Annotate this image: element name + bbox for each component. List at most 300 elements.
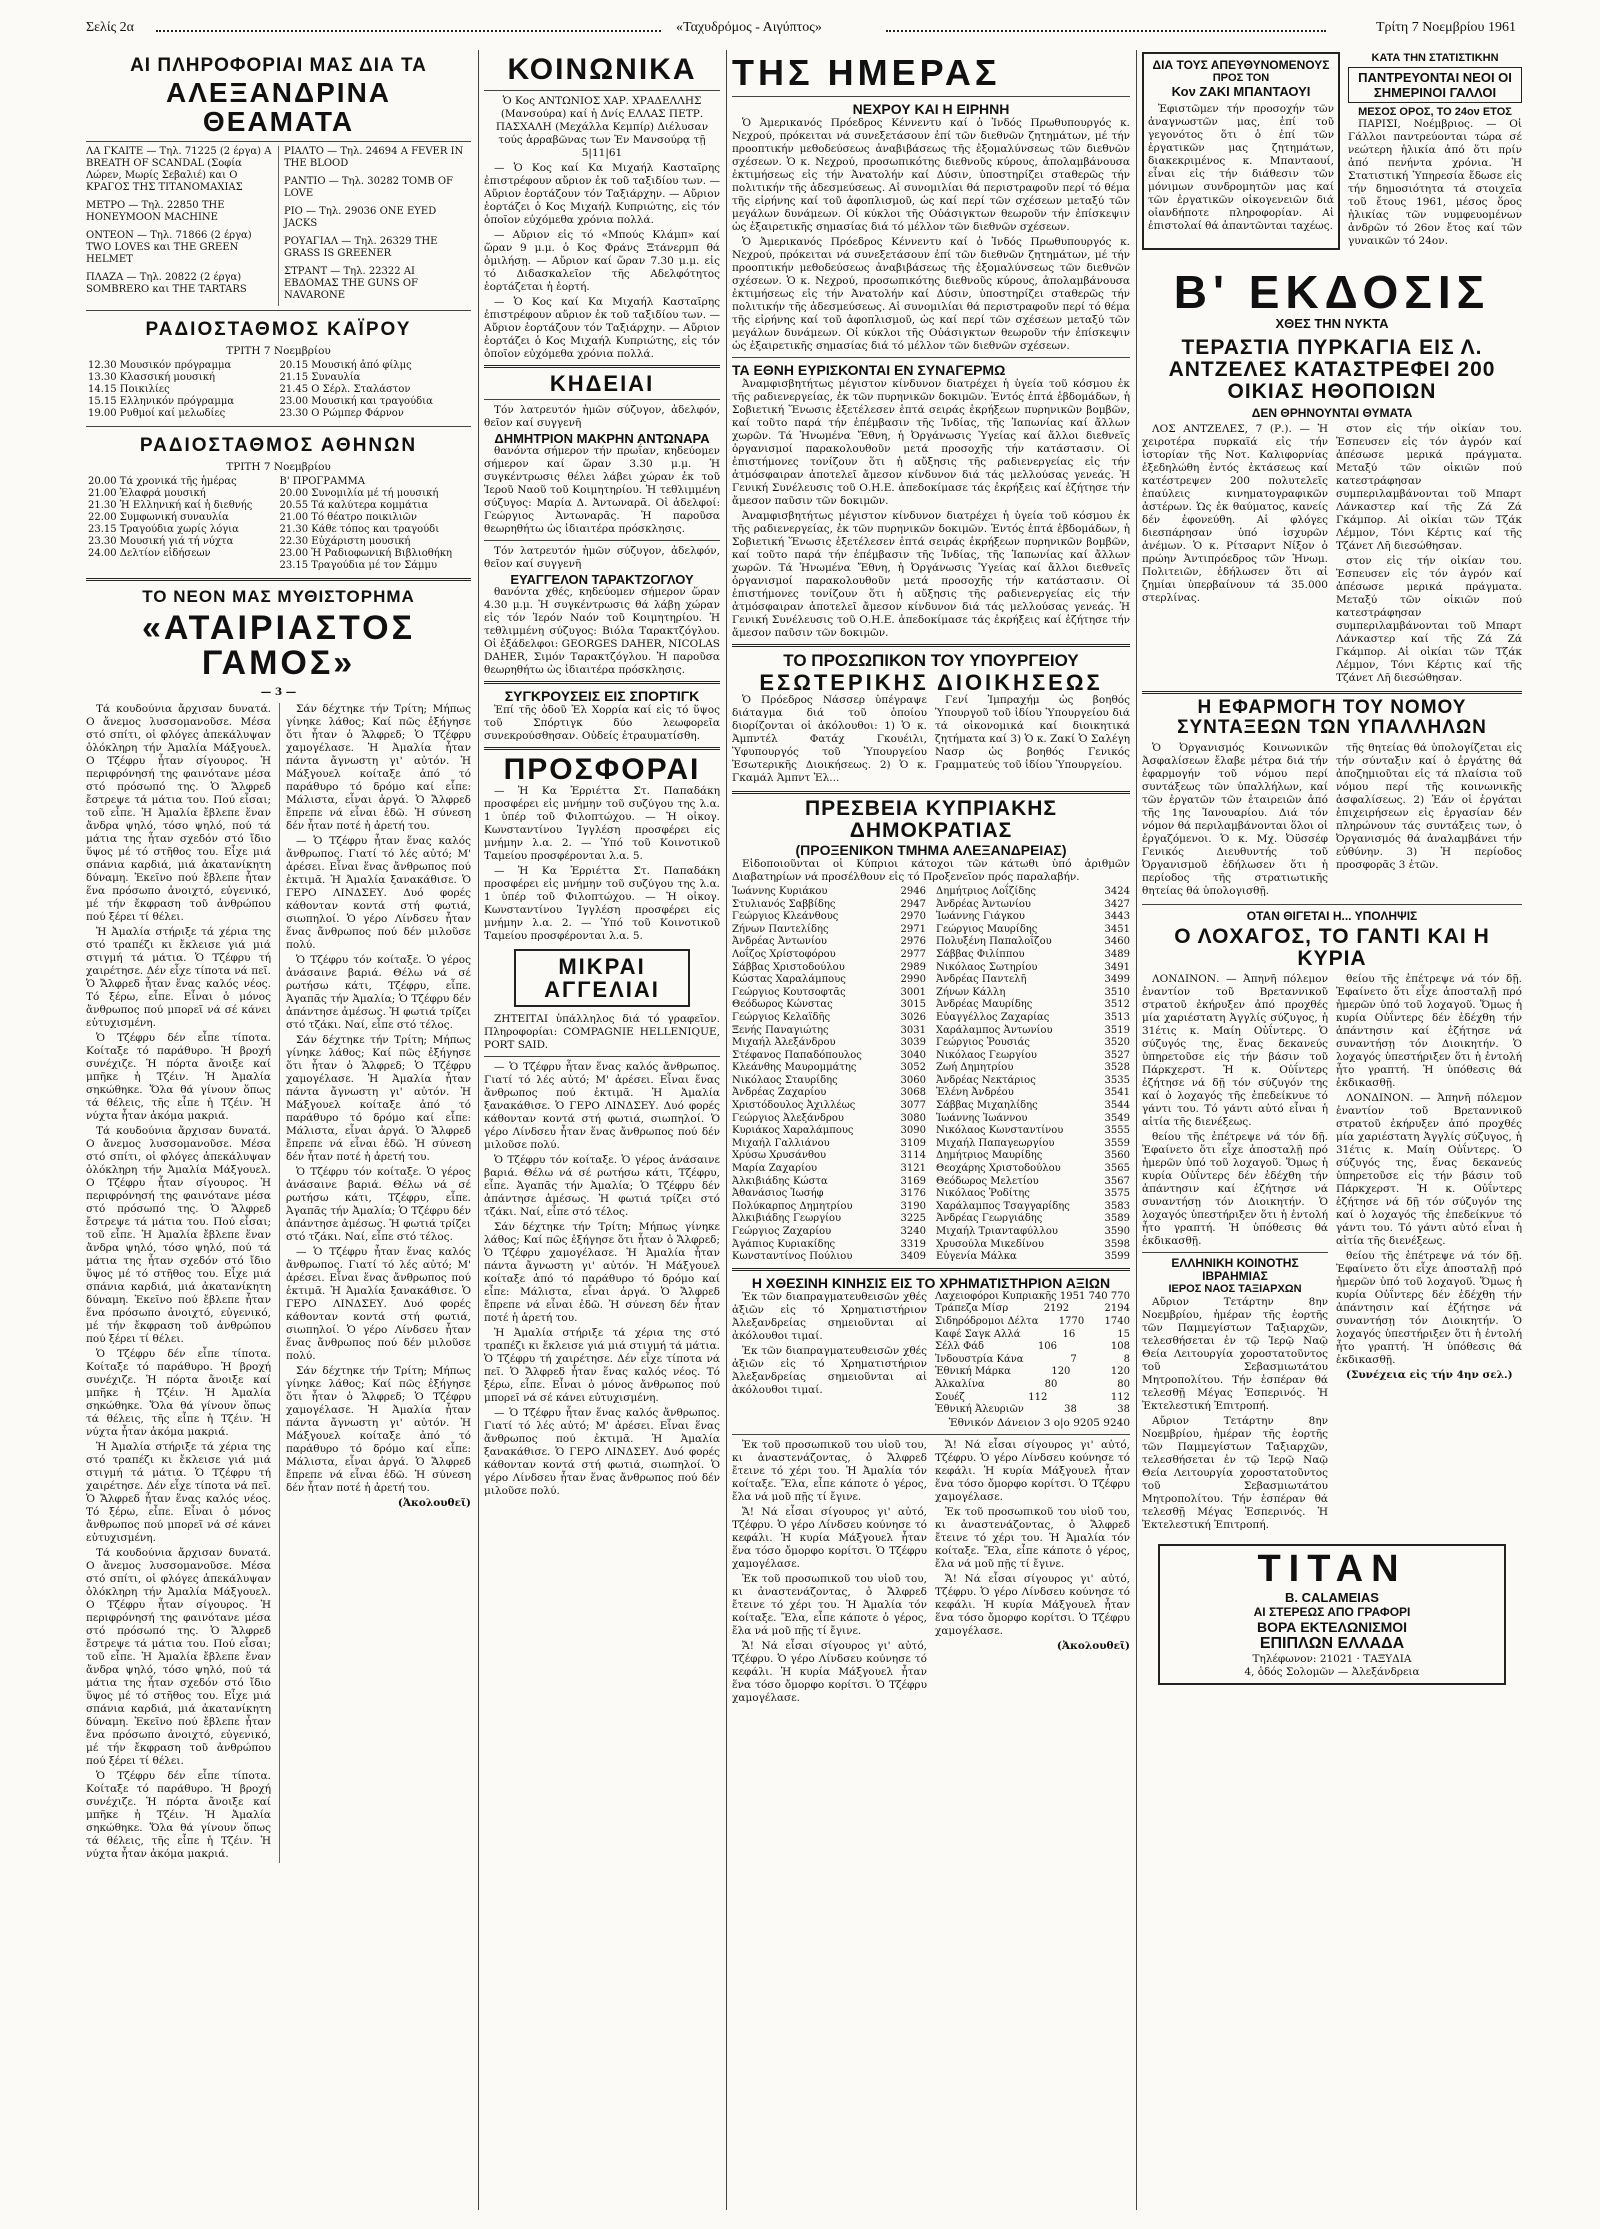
article-text: Ἄ! Νά εἶσαι σίγουρος γι' αὐτό, Τζέφρυ. Ὁ γέρο Λίνδσευ κούνησε τό κεφάλι. Ἡ κυρία Μάξγουελ ἦταν ἕνα τόσο ὄμορφο κορίτσι. Ὁ Τζέφρυ χαμογέλασε.: [732, 1505, 927, 1570]
passport-row: [732, 936, 926, 949]
radio-item: 21.45 Ο Σέρλ. Σταλάστον: [279, 383, 411, 395]
passport-row-cell: 3015: [900, 999, 926, 1011]
passport-row-cell: Στέφανος Παπαδόπουλος: [732, 1049, 862, 1061]
page-number: Σελίς 2α: [86, 20, 134, 35]
radio-athens-day: ΤΡΙΤΗ 7 Νοεμβρίου: [226, 460, 331, 473]
sport-title: ΣΥΓΚΡΟΥΣΕΙΣ ΕΙΣ ΣΠΟΡΤΙΓΚ: [504, 687, 700, 704]
passport-row-cell: 3443: [1104, 911, 1130, 923]
passport-row-cell: 3424: [1104, 885, 1130, 897]
passport-row-cell: 3121: [900, 1163, 926, 1175]
cinema-item: ΡΟΥΑΓΙΑΛ — Τηλ. 26329 THE GRASS IS GREENER: [284, 235, 438, 259]
article-text: Ἀναμφισβητήτως μέγιστον κίνδυνον διατρέχει ἡ ὑγεία τοῦ κόσμου ἐκ τῆς ραδιενεργείας, ἐκ τῶν πυρηνικῶν δοκιμῶν. Ἐντός ἑπτά ἑβδομάδων, ἡ Σοβιετική Ἕνωσις ἐξετέλεσεν ἑπτά σειράς ἐκρήξεων πυρηνικῶν βομβῶν, καί τοῦτο παρά τήν ἐπέμβασιν τῆς Ἰνδίας, τῆς Ἰαπωνίας καί ἄλλων χωρῶν. Τά Ἡνωμένα Ἔθνη, ἡ Ὀργάνωσις Ὑγείας καί ἄλλοι διεθνεῖς ὀργανισμοί παρακολουθοῦν μετά προσοχῆς τήν κατάστασιν. Οἱ ἐπιστήμονες τονίζουν ὅτι ἡ αὔξησις τῆς ραδιενεργείας εἰς τήν ἀτμόσφαιραν ἀποτελεῖ ἄμεσον κίνδυνον διά τάς μελλούσας γενεάς. Ἡ Γενική Συνέλευσις τοῦ Ο.Η.Ε. ἀπεδοκίμασε τάς ἐκρήξεις καί ἐζήτησε τήν ἄμεσον παῦσιν τῶν δοκιμῶν.: [732, 509, 1130, 639]
passport-row-cell: 3598: [1104, 1238, 1130, 1250]
passport-row: [936, 1037, 1130, 1050]
passport-row-cell: 2977: [900, 948, 926, 960]
captain-label: ΟΤΑΝ ΘΙΓΕΤΑΙ Η... ΥΠΟΛΗΨΙΣ: [1246, 909, 1418, 924]
cinema-listings: [86, 146, 471, 306]
serial-paragraph: Ὁ Τζέφρυ τόν κοίταξε. Ὁ γέρος ἀνάσαινε βαριά. Θέλω νά σέ ρωτήσω κάτι, Τζέφρυ, εἶπε. Ἀγαπᾶς τήν Ἀμαλία; Ὁ Τζέφρυ δέν ἀπάντησε ἀμέσως. Ἡ φωτιά τρίζει στό τζάκι. Ναί, εἶπε στό τέλος.: [484, 1154, 720, 1219]
radio-item: 21.00 Ἑλαφρά μουσική: [88, 487, 206, 499]
passport-row-cell: Κλεάνθης Μαυρομμάτης: [732, 1062, 857, 1074]
serial-paragraph: Σάν δέχτηκε τήν Τρίτη; Μήπως γίνηκε λάθος; Καί πῶς ἐξήγησε ὅτι ἦταν ὁ Ἄλφρεδ; Ὁ Τζέφρυ χαμογέλασε. Ἡ Ἀμαλία ἦταν πάντα ἄγνωστη γι' αὐτόν. Ἡ Μάξγουελ κοίταξε ἀπό τό παράθυρο τό δρόμο καί εἶπε: Μάλιστα, εἶναι ἀργά. Ὁ Ἄλφρεδ ἔπρεπε νά εἶναι ἐδῶ. Ἡ σύνεση δέν ἦταν ποτέ ἡ ἀρετή του.: [286, 1365, 471, 1495]
stock-intro: [732, 1291, 927, 1417]
small-ads: [484, 1013, 720, 1052]
article-text: Εἰδοποιοῦνται οἱ Κύπριοι κάτοχοι τῶν κάτωθι ὑπό ἀριθμῶν Διαβατηρίων νά προσέλθουν εἰς τό Προξενεῖον πρός παραλαβήν.: [732, 857, 1130, 883]
stock-row: [935, 1291, 1130, 1304]
passport-row-cell: 3513: [1104, 1011, 1130, 1023]
ad-line: 4, ὁδός Σολομῶν — Ἀλεξάνδρεια: [1244, 1666, 1420, 1679]
stock-row-cell: Λαχειοφόροι Κυπριακῆς 1951: [935, 1290, 1086, 1302]
issue-date: Τρίτη 7 Νοεμβρίου 1961: [1375, 20, 1516, 35]
passport-row-cell: Νικόλαος Κωνσταντίνου: [936, 1125, 1064, 1137]
passport-row-cell: 3575: [1104, 1188, 1130, 1200]
stock-row: [935, 1379, 1130, 1392]
deceased-name: ΔΗΜΗΤΡΙΟΝ ΜΑΚΡΗΝ ΑΝΤΩΝΑΡΑ: [494, 430, 710, 446]
passport-row: [732, 974, 926, 987]
ministry-article: [732, 694, 1130, 787]
passport-row-cell: Ἀλκιβιάδης Κώστα: [732, 1175, 828, 1187]
passport-row-cell: Γεώργιος Μαυρίδης: [936, 923, 1038, 935]
passport-row-cell: 3090: [900, 1125, 926, 1137]
passport-row-cell: Γεώργιος Κελαϊδῆς: [732, 1011, 831, 1023]
passport-row: [732, 899, 926, 912]
statistics-article: [1348, 52, 1522, 250]
stock-row-cell: 1740: [1104, 1315, 1130, 1327]
passport-row: [936, 1150, 1130, 1163]
radio-item: 24.00 Δελτίον εἰδήσεων: [88, 547, 211, 559]
radio-item: 13.30 Κλασσική μουσική: [88, 371, 215, 383]
day-title: ΤΗΣ ΗΜΕΡΑΣ: [732, 52, 1001, 93]
passport-row: [936, 924, 1130, 937]
passport-row: [732, 1050, 926, 1063]
passport-list: [732, 886, 1130, 1264]
passport-row-cell: Θεόδωρος Μελετίου: [936, 1175, 1039, 1187]
social-paragraph: — Ὁ Κος καί Κα Μιχαήλ Κασταῖρης ἐπιστρέφουν αὔριον ἐκ τοῦ ταξιδίου των. — Αὔριον ἑορτάζουν τόν Ταξιάρχην. — Αὔριον ἑορτάζει ὁ Κος Μιχαήλ Κυπριώτης, εἰς τόν ὁποῖον εὐχόμεθα χρόνια πολλά.: [484, 161, 720, 226]
passport-row: [936, 1012, 1130, 1025]
passport-row-cell: Σάββας Μιχαηλίδης: [936, 1100, 1038, 1112]
passport-list-right: [936, 886, 1130, 1264]
offers-title: ΠΡΟΣΦΟΡΑΙ: [503, 752, 701, 786]
passport-row-cell: 3491: [1104, 961, 1130, 973]
stock-table: [935, 1291, 1130, 1417]
passport-row: [936, 987, 1130, 1000]
passport-row-cell: 3583: [1104, 1200, 1130, 1212]
funeral-text: Τόν λατρευτόν ἡμῶν σύζυγον, ἀδελφόν, θεῖον καί συγγενῆ: [484, 403, 720, 429]
passport-row: [732, 1012, 926, 1025]
stock-row-cell: Σουέζ: [935, 1391, 965, 1403]
cinema-item: ΣΤΡΑΝΤ — Τηλ. 22322 ΑΙ ΕΒΔΟΜΑΣ THE GUNS OF NAVARONE: [284, 265, 418, 301]
passport-row: [732, 962, 926, 975]
passport-row: [732, 1025, 926, 1038]
passport-row-cell: 3109: [900, 1137, 926, 1149]
article-text: στον εἰς τήν οἰκίαν του. Ἐσπευσεν εἰς τόν ἀγρόν καί ἀπέσωσε μερικά πράγματα. Μεταξύ τῶν οἰκιῶν πού κατεστράφησαν συμπεριλαμβάνονται τοῦ Μπαρτ Λάνκαστερ καί τῆς Ζά Ζά Γκάμπορ. Αἱ οἰκίαι τῶν Τζάκ Λέμμον, Τόνι Κέρτις καί τῆς Τζάνετ Λῆ διεσώθησαν.: [1336, 423, 1522, 553]
passport-row-cell: 3080: [900, 1112, 926, 1124]
stock-row: [935, 1404, 1130, 1417]
passport-row-cell: Κυριάκος Χαραλάμπους: [732, 1125, 854, 1137]
social-paragraph: — Ὁ Κος καί Κα Μιχαήλ Κασταῖρης ἐπιστρέφουν αὔριον ἐκ τοῦ ταξιδίου των. — Αὔριον ἑορτάζουν τόν Ταξιάρχην. — Αὔριον ἑορτάζει ὁ Κος Μιχαήλ Κυπριώτης, εἰς τόν ὁποῖον εὐχόμεθα χρόνια πολλά.: [484, 295, 720, 360]
passport-row: [732, 987, 926, 1000]
passport-row-cell: Δημήτριος Μαυρίδης: [936, 1150, 1043, 1162]
passport-row-cell: 3169: [900, 1175, 926, 1187]
passport-row: [936, 1062, 1130, 1075]
passport-row: [936, 1075, 1130, 1088]
stat-label: ΚΑΤΑ ΤΗΝ ΣΤΑΤΙΣΤΙΚΗΝ: [1371, 52, 1499, 64]
passport-row-cell: Ζήνων Παντελίδης: [732, 923, 829, 935]
passport-row-cell: Δημήτριος Λοΐζίδης: [936, 885, 1036, 897]
stock-row-cell: 120: [1110, 1366, 1130, 1378]
passport-row-cell: 3068: [900, 1087, 926, 1099]
stock-row-cell: Ἐθνική Ἀλευριῶν: [935, 1404, 1024, 1416]
header-dots-left: [156, 30, 661, 32]
passport-row-cell: Ἀνδρέας Ἀντωνίου: [936, 898, 1031, 910]
embassy-intro: [732, 858, 1130, 884]
passport-row-cell: 3555: [1104, 1125, 1130, 1137]
cinema-item: ΜΕΤΡΟ — Τηλ. 22850 THE HONEYMOON MACHINE: [86, 199, 225, 223]
passport-row-cell: Ξενής Παναγιώτης: [732, 1024, 829, 1036]
radio-cairo-day: ΤΡΙΤΗ 7 Νοεμβρίου: [226, 344, 331, 357]
theatres-title-top: ΑΙ ΠΛΗΡΟΦΟΡΙΑΙ ΜΑΣ ΔΙΑ ΤΑ: [130, 55, 427, 76]
serial-paragraph: Τά κουδούνια ἄρχισαν δυνατά. Ο ἄνεμος λυσσομανοῦσε. Μέσα στό σπίτι, οἱ φλόγες ἀπεκάλυψαν ὁλόκληρη τήν Ἀμαλία Μάξγουελ. Ο Τζέφρυ ἦταν σίγουρος. Ἡ περιφρόνησή της φαινότανε μέσα στό πρόσωπό της. Ὁ Ἄλφρεδ ἔστρεψε τά μάτια του. Πού εἶσαι; τοῦ εἶπε. Ἡ Ἀμαλία ἔβλεπε ἕναν ἄνδρα ψηλό, τόσο ψηλό, πού τά μάτια της ἦταν σχεδόν στό ἴδιο ὕψος μέ τό στῆθος του. Εἶχε μιά σπάνια καρδιά, μιά ἀκατανίκητη δύναμη. Ἐκεῖνο πού ἔβλεπε ἦταν ἕνα πρόσωπο ἀνοιχτό, εὐγενικό, μέ τήν ἔκφραση τοῦ ἀνθρώπου πού ξέρει τί θέλει.: [86, 703, 271, 924]
radio-item: 23.00 Ἡ Ραδιοφωνική Βιβλιοθήκη: [279, 547, 453, 559]
passport-row: [936, 886, 1130, 899]
passport-row: [936, 1213, 1130, 1226]
header-dots-right: [886, 30, 1326, 32]
stock-section: [732, 1291, 1130, 1417]
passport-row: [936, 1125, 1130, 1138]
stock-row-cell: 80: [1044, 1378, 1058, 1390]
social-engagement: Ὁ Κος ΑΝΤΩΝΙΟΣ ΧΑΡ. ΧΡΑΔΕΛΛΗΣ (Μανσούρα) καί ἡ Δνίς ΕΛΛΑΣ ΠΕΤΡ. ΠΑΣΧΑΛΗ (Μεχάλλα Κεμπίρ) Διέλυσαν τούς ἀρραβῶνας των Ἐν Μανσούρᾳ τῇ 5|11|61: [495, 94, 709, 159]
deceased-name: ΕΥΑΓΓΕΛΟΝ ΤΑΡΑΚΤΖΟΓΛΟΥ: [510, 571, 694, 587]
funeral-notice: [484, 545, 720, 677]
passport-row-cell: Μιχαήλ Γαλλιάνου: [732, 1137, 830, 1149]
radio-item: 19.00 Ρυθμοί καί μελωδίες: [88, 407, 226, 419]
radio-item: 21.15 Συναυλία: [279, 371, 361, 383]
radio-item: 23.15 Τραγούδια μέ τον Σάμμυ: [279, 559, 438, 571]
passport-row: [732, 1087, 926, 1100]
funeral-text: Τόν λατρευτόν ἡμῶν σύζυγον, ἀδελφόν, θεῖον καί συγγενῆ: [484, 544, 720, 570]
article-text: Ἀναμφισβητήτως μέγιστον κίνδυνον διατρέχει ἡ ὑγεία τοῦ κόσμου ἐκ τῆς ραδιενεργείας, ἐκ τῶν πυρηνικῶν δοκιμῶν. Ἐντός ἑπτά ἑβδομάδων, ἡ Σοβιετική Ἕνωσις ἐξετέλεσεν ἑπτά σειράς ἐκρήξεων πυρηνικῶν βομβῶν, καί τοῦτο παρά τήν ἐπέμβασιν τῆς Ἰνδίας, τῆς Ἰαπωνίας καί ἄλλων χωρῶν. Τά Ἡνωμένα Ἔθνη, ἡ Ὀργάνωσις Ὑγείας καί ἄλλοι διεθνεῖς ὀργανισμοί παρακολουθοῦν μετά προσοχῆς τήν κατάστασιν. Οἱ ἐπιστήμονες τονίζουν ὅτι ἡ αὔξησις τῆς ραδιενεργείας εἰς τήν ἀτμόσφαιραν ἀποτελεῖ ἄμεσον κίνδυνον διά τάς μελλούσας γενεάς. Ἡ Γενική Συνέλευσις τοῦ Ο.Η.Ε. ἀπεδοκίμασε τάς ἐκρήξεις καί ἐζήτησε τήν ἄμεσον παῦσιν τῶν δοκιμῶν.: [732, 377, 1130, 507]
radio-item: 12.30 Μουσικόν πρόγραμμα: [88, 359, 232, 371]
passport-row: [732, 886, 926, 899]
stock-row: [935, 1329, 1130, 1342]
passport-row-cell: 2946: [900, 885, 926, 897]
passport-row: [732, 1239, 926, 1252]
passport-row-cell: Ἐλένη Ἀνδρέου: [936, 1087, 1014, 1099]
passport-row-cell: Χαράλαμπος Τσαγγαρίδης: [936, 1200, 1070, 1212]
passport-row-cell: 2971: [900, 923, 926, 935]
passport-row-cell: 3489: [1104, 948, 1130, 960]
passport-row-cell: Εὐγενία Μάλκα: [936, 1251, 1017, 1263]
passport-row-cell: 3240: [900, 1226, 926, 1238]
radio-item: 14.15 Ποικιλίες: [88, 383, 170, 395]
article-text: ΛΟΝΔΙΝΟΝ. — Ἀπηνῆ πόλεμον ἐναντίον τοῦ Βρεταννικοῦ στρατοῦ ἐκήρυξεν ἀπό προχθές μία χαριέστατη Ἀγγλίς σύζυγος, ἡ 31έτις κ. Μαίη Οὐΐντερς. Ὁ σύζυγός της, ἕνας δεκανεύς ὑπηρετοῦσε εἰς τήν βάσιν τοῦ Πάρκχερστ. Ἡ κ. Οὐΐντερς ἐζήτησε νά δῇ τόν σύζυγόν της καί ὁ λοχαγός τῆς ἐπεδείκνυε τό γάντι του. Τό γάντι αὐτό εἶναι ἡ αἰτία τῆς διενέξεως.: [1142, 973, 1328, 1129]
passport-row-cell: 2989: [900, 961, 926, 973]
fire-title: ΤΕΡΑΣΤΙΑ ΠΥΡΚΑΓΙΑ ΕΙΣ Λ. ΑΝΤΖΕΛΕΣ ΚΑΤΑΣΤΡΕΦΕΙ 200 ΟΙΚΙΑΣ ΗΘΟΠΟΙΩΝ: [1168, 336, 1496, 404]
passport-row-cell: 3039: [900, 1037, 926, 1049]
passport-row-cell: 3590: [1104, 1226, 1130, 1238]
passport-row-cell: 3599: [1104, 1251, 1130, 1263]
ad-line: B. CALAMEIAS: [1285, 1590, 1379, 1606]
passport-row: [936, 1251, 1130, 1264]
passport-row-cell: 3060: [900, 1074, 926, 1086]
passport-row-cell: Ἀνδρέας Ἀντωνίου: [732, 936, 827, 948]
article-text: Ὁ Πρόεδρος Νάσσερ ὑπέγραψε διάταγμα διά τοῦ ὁποίου διορίζονται οἱ ἀκόλουθοι: 1) Ὁ κ. Ἀμπντέλ Φατάχ Γκουέιλι, Ὑφυπουργός τοῦ Ὑπουργείου Ἐσωτερικῆς Διοικήσεως. 2) Ὁ κ. Γκαμάλ Ἀμπντ Ἐλ...: [732, 693, 927, 784]
stock-row-cell: Ἰνδουστρία Κάνα: [935, 1353, 1024, 1365]
cinema-item: ΡΑΝΤΙΟ — Τηλ. 30282 TOMB OF LOVE: [284, 175, 453, 199]
continuation-left: [732, 1439, 927, 1707]
article-text: Ἐκ τοῦ προσωπικοῦ του υἱοῦ του, κι ἀναστενάζοντας, ὁ Ἄλφρεδ ἔτεινε τό χέρι του. Ἡ Ἀμαλία τόν κοίταξε. Ἔλα, εἶπε κάποτε ὁ γέρος, ἔλα νά μοῦ πῇς τί ἔγινε.: [732, 1438, 927, 1503]
passport-row-cell: Χαράλαμπος Ἀντωνίου: [936, 1024, 1053, 1036]
serial-label: ΤΟ ΝΕΟΝ ΜΑΣ ΜΥΘΙΣΤΟΡΗΜΑ: [142, 586, 415, 606]
serial-paragraph: Σάν δέχτηκε τήν Τρίτη; Μήπως γίνηκε λάθος; Καί πῶς ἐξήγησε ὅτι ἦταν ὁ Ἄλφρεδ; Ὁ Τζέφρυ χαμογέλασε. Ἡ Ἀμαλία ἦταν πάντα ἄγνωστη γι' αὐτόν. Ἡ Μάξγουελ κοίταξε ἀπό τό παράθυρο τό δρόμο καί εἶπε: Μάλιστα, εἶναι ἀργά. Ὁ Ἄλφρεδ ἔπρεπε νά εἶναι ἐδῶ. Ἡ σύνεση δέν ἦταν ποτέ ἡ ἀρετή του.: [484, 1221, 720, 1325]
radio-cairo-schedule: [86, 358, 471, 422]
community-text: Αὔριον Τετάρτην 8ην Νοεμβρίου, ἡμέραν τῆς ἑορτῆς τῶν Παμμεγίστων Ταξιαρχῶν, τελεσθήσεται ἐν τῷ Ἱερῷ Ναῷ Θεία Λειτουργία χοροστατοῦντος τοῦ Σεβασμιωτάτου Μητροπολίτου. Τήν ἑσπέραν θά τελεσθῇ Μέγας Ἑσπερινός. Ἡ Ἐκτελεστική Ἐπιτροπή.: [1142, 1415, 1328, 1532]
passport-row: [732, 1163, 926, 1176]
ad-title: ΤΙΤΑΝ: [1257, 1548, 1407, 1591]
passport-row-cell: Ἰωάννης Γιάγκου: [936, 911, 1025, 923]
notice-text: Ἐφιστῶμεν τήν προσοχήν τῶν ἀναγνωστῶν μας, ἐπί τοῦ γεγονότος ὅτι ὁ ἐπί τῶν ἐργατικῶν μας ζητημάτων, διακεκριμένος κ. Μπανταουί, εἶναι εἰς τήν διάθεσιν τῶν μόνιμων συνδρομητῶν μας καί τῶν ἐργατικῶν οἰκογενειῶν διά οἰανδήποτε πληροφορίαν. Αἱ ἐπιστολαί θά ἀπαντῶνται ταχέως.: [1148, 103, 1334, 232]
passport-row-cell: 3052: [900, 1062, 926, 1074]
serial-paragraph: Ἡ Ἀμαλία στήριξε τά χέρια της στό τραπέζι κι ἔκλεισε γιά μιά στιγμή τά μάτια. Ὁ Τζέφρυ τή χαιρέτησε. Δέν εἶχε τίποτα νά πεῖ. Ὁ Ἄλφρεδ ἦταν ἕνας καλός νέος. Τό ξέρω, εἶπε. Εἶναι ὁ μόνος ἄνθρωπος πού μπορεῖ νά σέ κάνει εὐτυχισμένη.: [86, 1441, 271, 1545]
passport-row-cell: Ἀγάπιος Κυριακίδης: [732, 1238, 836, 1250]
passport-row: [936, 1113, 1130, 1126]
passport-row-cell: Σάββας Χριστοδούλου: [732, 961, 845, 973]
passport-row-cell: Νικόλαος Σωτηρίου: [936, 961, 1038, 973]
passport-row-cell: Ἀνδρέας Νεκτάριος: [936, 1074, 1036, 1086]
offers-text: — Ἡ Κα Ἐρριέττα Στ. Παπαδάκη προσφέρει εἰς μνήμην τοῦ συζύγου της λ.α. 1 ὑπέρ τοῦ Φιλοπτώχου. — Ἡ οἰκογ. Κωνσταντίνου Ἰγγλέση προσφέρει εἰς μνήμην λ.α. 2. — Ὑπό τοῦ Κοινοτικοῦ Ταμείου προσφέρονται λ.α. 5.: [484, 865, 720, 943]
serial-title: «ΑΤΑΙΡΙΑΣΤΟΣ ΓΑΜΟΣ»: [142, 608, 415, 683]
article-text: Ὁ Ἀμερικανός Πρόεδρος Κέννεντυ καί ὁ Ἰνδός Πρωθυπουργός κ. Νεχρού, πρόκειται νά συνεξετάσουν ἐπί τῶν διεθνῶν ζητημάτων, μέ τήν προοπτικήν μεθοδεύσεως ἀναβιβάσεως τῆς ἐξομαλύνσεως τῶν διεθνῶν σχέσεων. Ὁ κ. Νεχρού, προσωπικότης διεθνοῦς κύρους, ἀπολαμβάνουσα ἐκτιμήσεως εἰς τήν Ἀνατολήν καί Δύσιν, ὑποστηρίζει σταθερῶς τήν πολιτικήν τῆς ἀδεσμεύσεως. Αἱ συνομιλίαι θά περιστραφοῦν περί τό θέμα τῆς εἰρήνης καί τοῦ ἀφοπλισμοῦ, ὡς καί περί τῶν σχέσεων μεταξύ τῶν μεγάλων δυνάμεων. Οἱ κύκλοι τῆς Οὐάσιγκτων θεωροῦν τήν ἐπίσκεψιν ὡς ἐξαιρετικῆς σημασίας διά τό μέλλον τῶν διεθνῶν σχέσεων.: [732, 116, 1130, 233]
radio-athens-title: ΡΑΔΙΟΣΤΑΘΜΟΣ ΑΘΗΝΩΝ: [139, 434, 418, 456]
column-rule: [478, 50, 479, 2210]
stock-row: [935, 1303, 1130, 1316]
column-rule: [1136, 50, 1137, 2210]
notice-title: ΔΙΑ ΤΟΥΣ ΑΠΕΥΘΥΝΟΜΕΝΟΥΣ: [1152, 58, 1330, 72]
passport-row: [936, 936, 1130, 949]
passport-row-cell: Ζωή Δημητρίου: [936, 1062, 1014, 1074]
stock-row-cell: 120: [1051, 1366, 1071, 1378]
passport-row-cell: 3114: [900, 1150, 926, 1162]
stock-row-cell: 106: [1037, 1341, 1058, 1353]
passport-row: [732, 1201, 926, 1214]
article-text: Γενί Ἰμπραχήμ ὡς βοηθός Ὑπουργοῦ τοῦ ἰδίου Ὑπουργείου διά τά οἰκονομικά καί διοικητικά ζητήματα καί 3) Ὁ κ. Ζακί Ὁ Σαλέγη Νασρ ὡς βοηθός Γενικός Γραμματεύς τοῦ ἰδίου Ὑπουργείου.: [935, 693, 1130, 771]
stock-continuation: [732, 1439, 1130, 1707]
passport-row: [936, 1100, 1130, 1113]
article-text: στον εἰς τήν οἰκίαν του. Ἐσπευσεν εἰς τόν ἀγρόν καί ἀπέσωσε μερικά πράγματα. Μεταξύ τῶν οἰκιῶν πού κατεστράφησαν συμπεριλαμβάνονται τοῦ Μπαρτ Λάνκαστερ καί τῆς Ζά Ζά Γκάμπορ. Αἱ οἰκίαι τῶν Τζάκ Λέμμον, Τόνι Κέρτις καί τῆς Τζάνετ Λῆ διεσώθησαν.: [1336, 555, 1522, 685]
stat-title: ΠΑΝΤΡΕΥΟΝΤΑΙ ΝΕΟΙ ΟΙ ΣΗΜΕΡΙΝΟΙ ΓΑΛΛΟΙ: [1348, 67, 1522, 103]
article-text: Ἐκ τοῦ προσωπικοῦ του υἱοῦ του, κι ἀναστενάζοντας, ὁ Ἄλφρεδ ἔτεινε τό χέρι του. Ἡ Ἀμαλία τόν κοίταξε. Ἔλα, εἶπε κάποτε ὁ γέρος, ἔλα νά μοῦ πῇς τί ἔγινε.: [732, 1572, 927, 1637]
passport-row-cell: 3549: [1104, 1112, 1130, 1124]
serial-paragraph: Ὁ Τζέφρυ δέν εἶπε τίποτα. Κοίταξε τό παράθυρο. Ἡ βροχή συνέχιζε. Ἡ πόρτα ἄνοιξε καί μπῆκε ἡ Τζέιν. Ἡ Ἀμαλία σηκώθηκε. Ὅλα θά γίνουν ὅπως τά θέλεις, τῆς εἶπε ἡ Τζέιν. Ἡ νύχτα ἦταν ἀκόμα μακριά.: [86, 1348, 271, 1439]
radio-item: 20.15 Μουσική ἀπό φίλμς: [279, 359, 412, 371]
passport-row-cell: Μιχαήλ Ἀλεξάνδρου: [732, 1037, 836, 1049]
passport-row: [732, 1138, 926, 1151]
radio-item: 23.30 Μουσική γιά τή νύχτα: [88, 535, 234, 547]
fire-subtitle: ΔΕΝ ΘΡΗΝΟΥΝΤΑΙ ΘΥΜΑΤΑ: [1251, 406, 1413, 421]
serial-paragraph: Τά κουδούνια ἄρχισαν δυνατά. Ο ἄνεμος λυσσομανοῦσε. Μέσα στό σπίτι, οἱ φλόγες ἀπεκάλυψαν ὁλόκληρη τήν Ἀμαλία Μάξγουελ. Ο Τζέφρυ ἦταν σίγουρος. Ἡ περιφρόνησή της φαινότανε μέσα στό πρόσωπό της. Ὁ Ἄλφρεδ ἔστρεψε τά μάτια του. Πού εἶσαι; τοῦ εἶπε. Ἡ Ἀμαλία ἔβλεπε ἕναν ἄνδρα ψηλό, τόσο ψηλό, πού τά μάτια της ἦταν σχεδόν στό ἴδιο ὕψος μέ τό στῆθος του. Εἶχε μιά σπάνια καρδιά, μιά ἀκατανίκητη δύναμη. Ἐκεῖνο πού ἔβλεπε ἦταν ἕνα πρόσωπο ἀνοιχτό, εὐγενικό, μέ τήν ἔκφραση τοῦ ἀνθρώπου πού ξέρει τί θέλει.: [86, 1547, 271, 1768]
captain-article: [1142, 973, 1522, 1534]
radio-item: 20.00 Συνομιλία μέ τή μουσική: [279, 487, 439, 499]
passport-row: [936, 911, 1130, 924]
stock-row-cell: 108: [1110, 1341, 1130, 1353]
radio-item: 23.30 Ο Ρώμπερ Φάρνον: [279, 407, 404, 419]
ad-line: Τηλέφωνον: 21021 · ΤΑΞΥΔΙΑ: [1252, 1653, 1412, 1666]
column-news: [1142, 52, 1522, 2212]
continuation-right: [935, 1439, 1130, 1707]
passport-row-cell: 3541: [1104, 1087, 1130, 1099]
passport-row-cell: 3565: [1104, 1163, 1130, 1175]
serial-continuation: [484, 1061, 720, 1498]
passport-row-cell: Ἰωάννης Ἰωάννου: [936, 1112, 1028, 1124]
passport-row: [936, 1188, 1130, 1201]
stock-row-cell: 2194: [1104, 1303, 1130, 1315]
serial-paragraph: Ἡ Ἀμαλία στήριξε τά χέρια της στό τραπέζι κι ἔκλεισε γιά μιά στιγμή τά μάτια. Ὁ Τζέφρυ τή χαιρέτησε. Δέν εἶχε τίποτα νά πεῖ. Ὁ Ἄλφρεδ ἦταν ἕνας καλός νέος. Τό ξέρω, εἶπε. Εἶναι ὁ μόνος ἄνθρωπος πού μπορεῖ νά σέ κάνει εὐτυχισμένη.: [86, 926, 271, 1030]
edition-title: Β' ΕΚΔΟΣΙΣ: [1173, 266, 1491, 318]
serial-paragraph: — Ὁ Τζέφρυ ἦταν ἕνας καλός ἄνθρωπος. Γιατί τό λές αὐτό; Μ' ἀρέσει. Εἶναι ἕνας ἄνθρωπος πού ἐκτιμᾶ. Ἡ Ἀμαλία ξανακάθισε. Ὁ ΓΕΡΟ ΛΙΝΔΣΕΥ. Δυό φορές κάθονταν κοντά στή φωτιά, σιωπηλοί. Ὁ γέρο Λίνδσευ ἦταν ἕνας ἄνθρωπος πού δέν μιλοῦσε πολύ.: [484, 1061, 720, 1152]
radio-item: 20.00 Τά χρονικά τῆς ἡμέρας: [88, 475, 237, 487]
stock-row-cell: 38: [1064, 1404, 1077, 1416]
serial-paragraph: Ὁ Τζέφρυ δέν εἶπε τίποτα. Κοίταξε τό παράθυρο. Ἡ βροχή συνέχιζε. Ἡ πόρτα ἄνοιξε καί μπῆκε ἡ Τζέιν. Ἡ Ἀμαλία σηκώθηκε. Ὅλα θά γίνουν ὅπως τά θέλεις, τῆς εἶπε ἡ Τζέιν. Ἡ νύχτα ἦταν ἀκόμα μακριά.: [86, 1032, 271, 1123]
passport-row-cell: Κώστας Χαραλάμπους: [732, 974, 846, 986]
passport-row: [936, 1138, 1130, 1151]
stock-row-cell: 38: [1117, 1404, 1130, 1416]
edition-subtitle: ΧΘΕΣ ΤΗΝ ΝΥΚΤΑ: [1275, 316, 1389, 332]
passport-row-cell: Πολύκαρπος Δημητρίου: [732, 1200, 853, 1212]
stock-row-cell: 740: [1088, 1290, 1108, 1302]
passport-row-cell: Νικόλαος Γεωργίου: [936, 1049, 1037, 1061]
radio-item: 22.30 Εὐχάριστη μουσική: [279, 535, 411, 547]
passport-row-cell: 3409: [900, 1251, 926, 1263]
article-text: θείου τῆς ἐπέτρεψε νά τόν δῇ. Ἐφαίνετο ὅτι εἶχε ἀποσταλῇ πρό ἡμερῶν ὑπό τοῦ λοχαγοῦ. Ὅμως ἡ κυρία Οὐΐντερς δέν ἐδέχθη τήν ἀπάντησιν καί ἐζήτησε νά συναντήσῃ τόν Διοικητήν. Ὁ λοχαγός ὑπεστήριξεν ὅτι ἡ ἐντολή ἦτο γραπτή. Ἡ ὑπόθεσις θά ἐκδικασθῇ.: [1336, 1250, 1522, 1367]
passport-row-cell: 3520: [1104, 1037, 1130, 1049]
passport-row: [732, 1100, 926, 1113]
funeral-text: θανόντα σήμερον τήν πρωΐαν, κηδεύομεν σήμερον καί ὥραν 3.30 μ.μ. Ἡ συγκέντρωσις θέλει λάβει χώραν ἐκ τοῦ Ἱεροῦ Ναοῦ τοῦ Κοιμητηρίου. Ἡ τεθλιμμένη σύζυγος: Μαρία Δ. Ἀντωναρᾶ. Οἱ ἀδελφοί: Γεώργιος Ἀντωναρᾶς. Ἡ παροῦσα θεωρηθήτω ὡς ἰδιαιτέρα πρόσκλησις.: [484, 444, 720, 535]
passport-row: [936, 1087, 1130, 1100]
article-text: Ὁ Ὀργανισμός Κοινωνικῶν Ἀσφαλίσεων ἔλαβε μέτρα διά τήν ἐφαρμογήν τοῦ νόμου περί συντάξεως τῶν ὑπαλλήλων, καί τῶν ἐργατῶν τῶν ἐταιρειῶν ἀπό τῆς 1ης Ἰανουαρίου. Διά τόν νόμον θά περιλαμβάνονται ὅλοι οἱ ἐργαζόμενοι. Ὁ κ. Μχ. Ὀϋσσέφ Γενικός Διευθυντής τοῦ Ὀργανισμοῦ ἐδήλωσεν ὅτι ἡ περίοδος τῆς στρατιωτικῆς θητείας θά ὑπολογισθῇ.: [1142, 742, 1328, 898]
stock-row-cell: 770: [1110, 1290, 1130, 1302]
passport-row-cell: Μιχαήλ Παπαγεωργίου: [936, 1137, 1055, 1149]
article-text: Ἐκ τῶν διαπραγματευθεισῶν χθές ἀξιῶν εἰς τό Χρηματιστήριον Ἀλεξανδρείας σημειοῦνται αἱ ἀκόλουθοι τιμαί.: [732, 1344, 927, 1396]
passport-row-cell: 3319: [900, 1238, 926, 1250]
passport-row-cell: Χρύσω Χρυσάνθου: [732, 1150, 827, 1162]
cinema-item: ΠΛΑΖΑ — Τηλ. 20822 (2 έργα) SOMBRERO και THE TARTARS: [86, 271, 247, 295]
nehru-article: [732, 117, 1130, 353]
passport-row-cell: 3528: [1104, 1062, 1130, 1074]
stock-row-cell: Σέλλ Φάδ: [935, 1341, 985, 1353]
passport-row-cell: Σάββας Φιλίππου: [936, 948, 1025, 960]
passport-row-cell: Θεοχάρης Χριστοδούλου: [936, 1163, 1061, 1175]
nations-subtitle: ΤΑ ΕΘΝΗ ΕΥΡΙΣΚΟΝΤΑΙ ΕΝ ΣΥΝΑΓΕΡΜΩ: [732, 361, 1006, 378]
serial-paragraph: — Ὁ Τζέφρυ ἦταν ἕνας καλός ἄνθρωπος. Γιατί τό λές αὐτό; Μ' ἀρέσει. Εἶναι ἕνας ἄνθρωπος πού ἐκτιμᾶ. Ἡ Ἀμαλία ξανακάθισε. Ὁ ΓΕΡΟ ΛΙΝΔΣΕΥ. Δυό φορές κάθονταν κοντά στή φωτιά, σιωπηλοί. Ὁ γέρο Λίνδσευ ἦταν ἕνας ἄνθρωπος πού δέν μιλοῦσε πολύ.: [286, 835, 471, 952]
radio-athens-schedule: [86, 474, 471, 574]
passport-row-cell: Μιχαήλ Τριανταφύλλου: [936, 1226, 1058, 1238]
passport-row-cell: 3225: [900, 1213, 926, 1225]
law-article: [1142, 742, 1522, 900]
passport-row-cell: Πολυξένη Παπαλοΐζου: [936, 936, 1052, 948]
passport-row-cell: 3519: [1104, 1024, 1130, 1036]
passport-row: [732, 949, 926, 962]
sport-article: [484, 704, 720, 743]
passport-row: [936, 974, 1130, 987]
offers-text: — Ἡ Κα Ἐρριέττα Στ. Παπαδάκη προσφέρει εἰς μνήμην τοῦ συζύγου της λ.α. 1 ὑπέρ τοῦ Φιλοπτώχου. — Ἡ οἰκογ. Κωνσταντίνου Ἰγγλέση προσφέρει εἰς μνήμην λ.α. 2. — Ὑπό τοῦ Κοινοτικοῦ Ταμείου προσφέρονται λ.α. 5.: [484, 785, 720, 863]
passport-row: [936, 1239, 1130, 1252]
column-day: [732, 52, 1130, 2212]
stock-row: [935, 1316, 1130, 1329]
stock-row-cell: Ἀλκαλίνα: [935, 1378, 985, 1390]
passport-row-cell: Γεώργιος Ῥουσιάς: [936, 1037, 1030, 1049]
passport-row: [732, 1251, 926, 1264]
continued-note: (Ἀκολουθεῖ): [1056, 1639, 1130, 1652]
funerals-title: ΚΗΔΕΙΑΙ: [549, 370, 655, 396]
stock-bond: Ἐθνικόν Δάνειον 3 ο|ο 9205 9240: [948, 1416, 1130, 1429]
embassy-subtitle: (ΠΡΟΞΕΝΙΚΟΝ ΤΜΗΜΑ ΑΛΕΞΑΝΔΡΕΙΑΣ): [795, 841, 1067, 858]
passport-row-cell: 3567: [1104, 1175, 1130, 1187]
passport-row: [732, 1125, 926, 1138]
stock-row-cell: Καφέ Σαγκ Αλλά: [935, 1328, 1021, 1340]
passport-row-cell: Ζήνων Κάλλη: [936, 986, 1006, 998]
serial-paragraph: Σάν δέχτηκε τήν Τρίτη; Μήπως γίνηκε λάθος; Καί πῶς ἐξήγησε ὅτι ἦταν ὁ Ἄλφρεδ; Ὁ Τζέφρυ χαμογέλασε. Ἡ Ἀμαλία ἦταν πάντα ἄγνωστη γι' αὐτόν. Ἡ Μάξγουελ κοίταξε ἀπό τό παράθυρο τό δρόμο καί εἶπε: Μάλιστα, εἶναι ἀργά. Ὁ Ἄλφρεδ ἔπρεπε νά εἶναι ἐδῶ. Ἡ σύνεση δέν ἦταν ποτέ ἡ ἀρετή του.: [286, 1034, 471, 1164]
passport-row: [936, 962, 1130, 975]
passport-row-cell: Χριστόδουλος Ἀχιλλέως: [732, 1100, 856, 1112]
passport-row-cell: Εὐαγγέλλος Ζαχαρίας: [936, 1011, 1050, 1023]
passport-row-cell: Ἀλκιβιάδης Γεωργίου: [732, 1213, 842, 1225]
passport-row-cell: 3451: [1104, 923, 1130, 935]
stock-row-cell: Τράπεζα Μίσρ: [935, 1303, 1009, 1315]
passport-row: [732, 1226, 926, 1239]
fire-article: [1142, 423, 1522, 687]
passport-row: [732, 1176, 926, 1189]
stock-row-cell: 16: [1062, 1328, 1076, 1340]
passport-row-cell: 2947: [900, 898, 926, 910]
passport-row: [936, 1201, 1130, 1214]
notice-box: [1142, 52, 1340, 250]
ad-line: ΒΟΡΑ ΕΚΤΕΛΩΝΙΣΜΟΙ: [1256, 1619, 1408, 1636]
theatres-title: ΑΛΕΞΑΝΔΡΙΝΑ ΘΕΑΜΑΤΑ: [165, 76, 392, 138]
passport-row-cell: Γεώργιος Ζαχαρίου: [732, 1226, 832, 1238]
community-text: Αὔριον Τετάρτην 8ην Νοεμβρίου, ἡμέραν τῆς ἑορτῆς τῶν Παμμεγίστων Ταξιαρχῶν, τελεσθήσεται ἐν τῷ Ἱερῷ Ναῷ Θεία Λειτουργία χοροστατοῦντος τοῦ Σεβασμιωτάτου Μητροπολίτου. Τήν ἑσπέραν θά τελεσθῇ Μέγας Ἑσπερινός. Ἡ Ἐκτελεστική Ἐπιτροπή.: [1142, 1296, 1328, 1413]
stock-row-cell: 112: [1028, 1391, 1048, 1403]
embassy-title: ΠΡΕΣΒΕΙΑ ΚΥΠΡΙΑΚΗΣ ΔΗΜΟΚΡΑΤΙΑΣ: [804, 796, 1058, 842]
cinema-item: ΡΙΑΛΤΟ — Τηλ. 24694 A FEVER IN THE BLOOD: [284, 145, 464, 169]
passport-row: [936, 1163, 1130, 1176]
passport-row-cell: Ἀνδρέας Μαυρίδης: [936, 999, 1033, 1011]
passport-row-cell: 3510: [1104, 986, 1130, 998]
passport-row: [936, 949, 1130, 962]
stock-row-cell: Ἐθνική Μάρκα: [935, 1366, 1011, 1378]
passport-row-cell: Ἀνδρέας Ζαχαρίου: [732, 1087, 827, 1099]
stock-row: [935, 1366, 1130, 1379]
article-text: Ἄ! Νά εἶσαι σίγουρος γι' αὐτό, Τζέφρυ. Ὁ γέρο Λίνδσευ κούνησε τό κεφάλι. Ἡ κυρία Μάξγουελ ἦταν ἕνα τόσο ὄμορφο κορίτσι. Ὁ Τζέφρυ χαμογέλασε.: [935, 1572, 1130, 1637]
passport-row-cell: Κωνσταντίνος Πούλιου: [732, 1251, 853, 1263]
passport-row-cell: 3026: [900, 1011, 926, 1023]
serial-paragraph: — Ὁ Τζέφρυ ἦταν ἕνας καλός ἄνθρωπος. Γιατί τό λές αὐτό; Μ' ἀρέσει. Εἶναι ἕνας ἄνθρωπος πού ἐκτιμᾶ. Ἡ Ἀμαλία ξανακάθισε. Ὁ ΓΕΡΟ ΛΙΝΔΣΕΥ. Δυό φορές κάθονταν κοντά στή φωτιά, σιωπηλοί. Ὁ γέρο Λίνδσευ ἦταν ἕνας ἄνθρωπος πού δέν μιλοῦσε πολύ.: [286, 1246, 471, 1363]
ad-line: ΕΠΙΠΛΩΝ ΕΛΛΑΔΑ: [1259, 1635, 1405, 1653]
passport-row-cell: Γεώργιος Ἀλεξάνδρου: [732, 1112, 844, 1124]
serial-paragraph: — Ὁ Τζέφρυ ἦταν ἕνας καλός ἄνθρωπος. Γιατί τό λές αὐτό; Μ' ἀρέσει. Εἶναι ἕνας ἄνθρωπος πού ἐκτιμᾶ. Ἡ Ἀμαλία ξανακάθισε. Ὁ ΓΕΡΟ ΛΙΝΔΣΕΥ. Δυό φορές κάθονταν κοντά στή φωτιά, σιωπηλοί. Ὁ γέρο Λίνδσευ ἦταν ἕνας ἄνθρωπος πού δέν μιλοῦσε πολύ.: [484, 1407, 720, 1498]
serial-paragraph: Ἡ Ἀμαλία στήριξε τά χέρια της στό τραπέζι κι ἔκλεισε γιά μιά στιγμή τά μάτια. Ὁ Τζέφρυ τή χαιρέτησε. Δέν εἶχε τίποτα νά πεῖ. Ὁ Ἄλφρεδ ἦταν ἕνας καλός νέος. Τό ξέρω, εἶπε. Εἶναι ὁ μόνος ἄνθρωπος πού μπορεῖ νά σέ κάνει εὐτυχισμένη.: [484, 1327, 720, 1405]
passport-row-cell: 3040: [900, 1049, 926, 1061]
passport-row-cell: 3535: [1104, 1074, 1130, 1086]
stat-subtitle: ΜΕΣΟΣ ΟΡΟΣ, ΤΟ 24ον ΕΤΟΣ: [1358, 106, 1512, 118]
passport-row-cell: Θεόδωρος Κώνστας: [732, 999, 833, 1011]
passport-row-cell: 2990: [900, 974, 926, 986]
radio-cairo-title: ΡΑΔΙΟΣΤΑΘΜΟΣ ΚΑΪΡΟΥ: [145, 318, 412, 340]
column-social: [484, 52, 720, 2212]
passport-row-cell: Μαρία Ζαχαρίου: [732, 1163, 818, 1175]
page-header: [86, 20, 1516, 40]
passport-row-cell: Ἀθανάσιος Ἰωσήφ: [732, 1188, 824, 1200]
radio-item: 21.30 Ἡ Ελληνική καί ἡ διεθνής: [88, 499, 253, 511]
article-text: Ἄ! Νά εἶσαι σίγουρος γι' αὐτό, Τζέφρυ. Ὁ γέρο Λίνδσευ κούνησε τό κεφάλι. Ἡ κυρία Μάξγουελ ἦταν ἕνα τόσο ὄμορφο κορίτσι. Ὁ Τζέφρυ χαμογέλασε.: [935, 1438, 1130, 1503]
